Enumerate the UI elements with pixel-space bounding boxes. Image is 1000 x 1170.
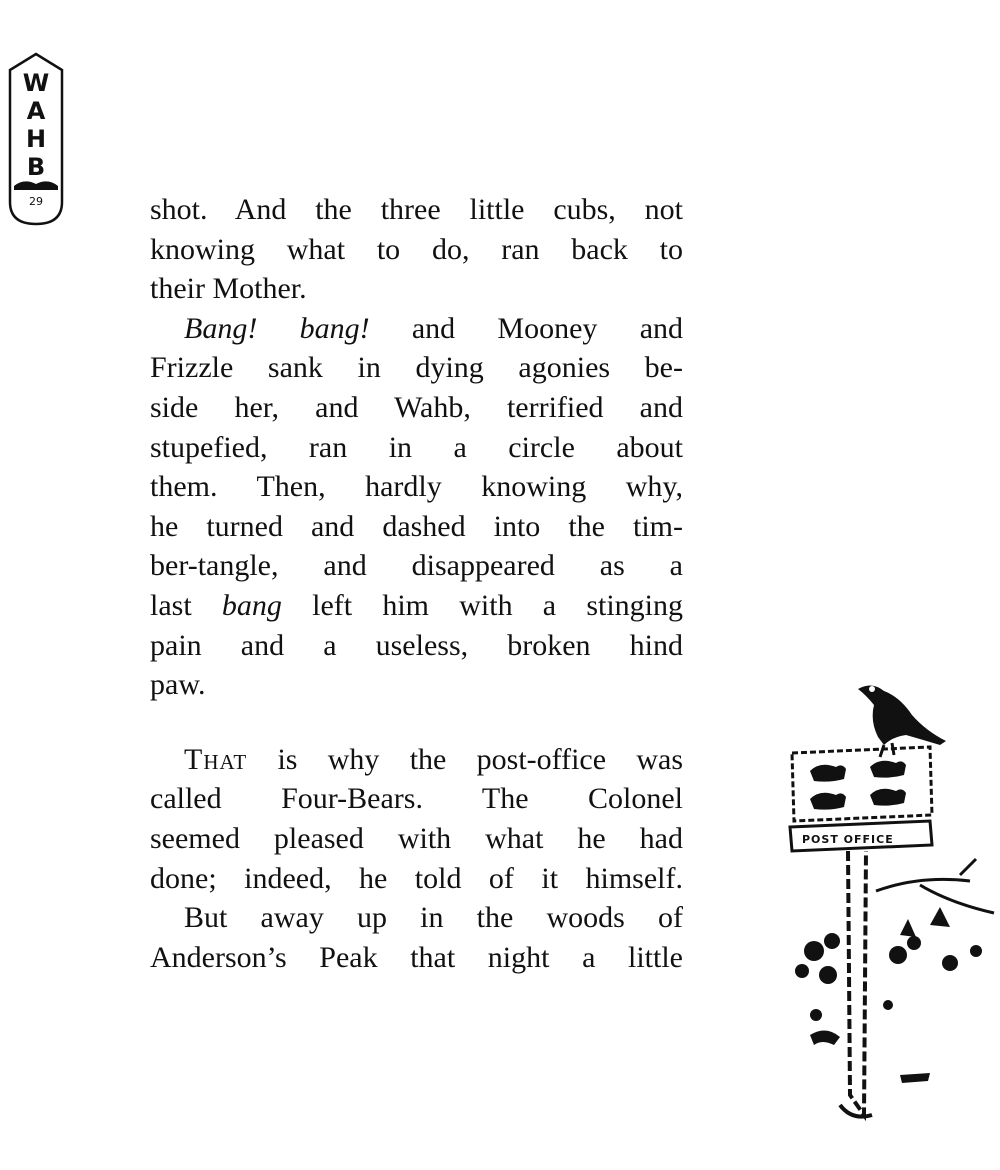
- foliage-icon: [795, 907, 982, 1083]
- text-line: Frizzle sank in dying agonies be-: [150, 351, 683, 385]
- text-line: shot. And the three little cubs, not: [150, 193, 683, 226]
- small-caps-text: That: [184, 742, 248, 776]
- italic-text: bang!: [299, 311, 370, 345]
- text-line: done; indeed, he told of it himself.: [150, 861, 683, 895]
- text-line: pain and a useless, broken hind: [150, 628, 683, 662]
- text-line: he turned and dashed into the tim-: [150, 509, 683, 543]
- text-line: knowing what to do, ran back to: [150, 232, 683, 266]
- bird-icon: [858, 685, 946, 757]
- text-span: and Mooney and: [411, 311, 684, 345]
- emblem-letters: [4, 69, 68, 181]
- text-line: them. Then, hardly knowing why,: [150, 470, 683, 504]
- page-number: 29: [29, 195, 43, 208]
- emblem-letter: A: [26, 97, 46, 125]
- sign-post: [840, 851, 872, 1117]
- text-line: ber-tangle, and disappeared as a: [150, 549, 683, 583]
- text-line: stupefied, ran in a circle about: [150, 430, 683, 464]
- text-span: left him with a stinging: [312, 588, 684, 622]
- italic-text: bang: [221, 588, 282, 622]
- text-line: their Mother.: [150, 272, 307, 306]
- text-line: [150, 309, 683, 349]
- emblem-letter: H: [25, 125, 47, 153]
- branches-icon: [876, 859, 994, 913]
- text-line: [150, 740, 683, 780]
- text-line: Anderson’s Peak that night a little: [150, 940, 683, 974]
- text-span: last: [150, 588, 192, 622]
- text-line: But away up in the woods of: [184, 901, 683, 935]
- text-line: seemed pleased with what he had: [150, 821, 683, 855]
- post-office-illustration: [780, 675, 1000, 1140]
- text-span: is why the post-office was: [277, 742, 684, 776]
- text-line: [150, 586, 683, 626]
- italic-text: Bang!: [184, 311, 258, 345]
- emblem-letter: W: [22, 69, 50, 97]
- signpost-drawing: [780, 675, 1000, 1140]
- text-line: called Four-Bears. The Colonel: [150, 782, 683, 816]
- sign-label: POST OFFICE: [802, 833, 894, 846]
- text-line: side her, and Wahb, terrified and: [150, 390, 683, 424]
- sign-board: [790, 747, 932, 851]
- chapter-emblem: [4, 52, 68, 232]
- section-break: [150, 705, 683, 740]
- text-line: paw.: [150, 668, 206, 702]
- emblem-letter: B: [26, 153, 46, 181]
- body-text: [150, 190, 683, 977]
